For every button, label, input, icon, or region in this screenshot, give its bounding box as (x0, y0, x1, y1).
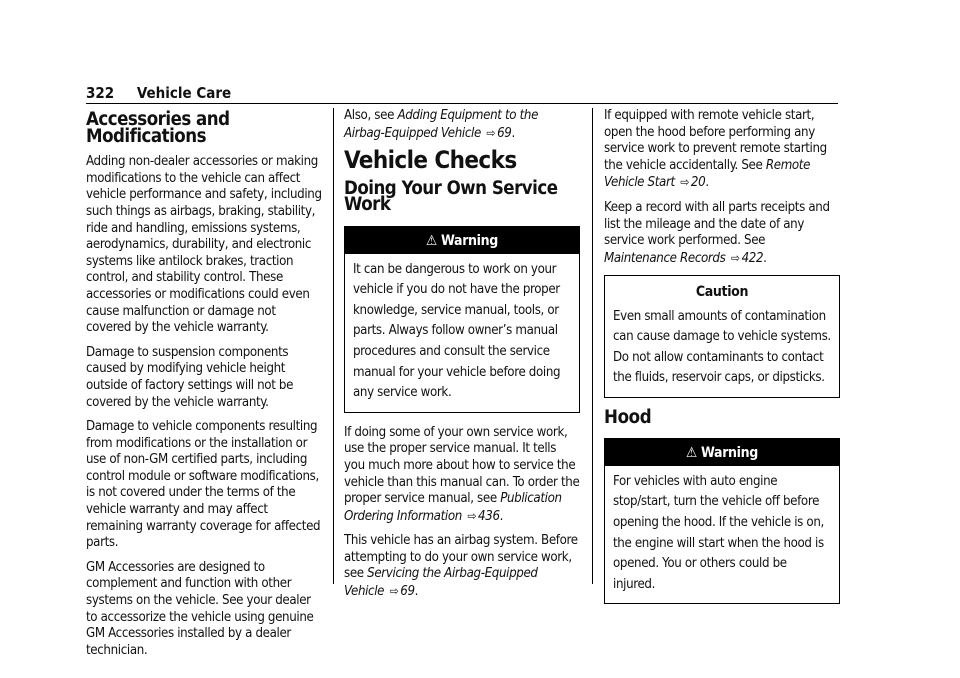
paragraph: Adding non-dealer accessories or making modifications to the vehicle can affect vehicle performance and safety, including such things as airbags, braking, stability, ride and handling, emissions systems, aerodynamics, durability, and electronic systems like antilock brakes, traction control, and stability control. These accessories or modifications could even cause malfunction or damage not covered by the vehicle warranty. (86, 154, 322, 336)
page-reference-number[interactable]: 436 (478, 508, 500, 524)
caution-box (604, 275, 840, 397)
warning-title: ⚠ Warning (345, 227, 579, 254)
cross-reference-link[interactable]: Servicing the Airbag-Equipped Vehicle (344, 566, 538, 600)
cross-reference-link[interactable]: Adding Equipment to the Airbag-Equipped Vehicle (344, 108, 539, 141)
paragraph: Damage to vehicle components resulting from modifications or the installation or use of non-GM certified parts, including control module or software modifications, is not covered under the terms of the vehicle warranty and may affect remaining warranty coverage for affected parts. (86, 419, 321, 551)
page-number: 322 (86, 84, 115, 102)
paragraph: Also, see Adding Equipment to the Airbag-Equipped Vehicle ⇨ 69. (344, 108, 539, 141)
paragraph: If equipped with remote vehicle start, open the hood before performing any service work to prevent remote starting the vehicle accidentally. See Remote Vehicle Start ⇨ 20. (604, 108, 827, 191)
hood-heading: Hood (604, 406, 652, 428)
warning-triangle-icon: ⚠ (686, 445, 697, 462)
page-reference-icon: ⇨ (486, 125, 496, 140)
column-3 (604, 108, 840, 616)
page-reference-number[interactable]: 20 (690, 175, 706, 191)
section-title: Vehicle Care (136, 84, 232, 102)
cross-reference-link[interactable]: Remote Vehicle Start (604, 157, 811, 191)
paragraph: If doing some of your own service work, use the proper service manual. It tells you much more about how to service the vehicle than this manual can. To order the proper service manual, see Publication Ordering Information ⇨ 436. (344, 424, 580, 524)
warning-text: For vehicles with auto engine stop/start, turn the vehicle off before opening the hood. If the vehicle is on, the engine will start when the hood is opened. You or others could be injured. (613, 473, 824, 592)
page-reference-number[interactable]: 69 (400, 584, 415, 600)
page-reference-icon: ⇨ (730, 250, 740, 265)
warning-triangle-icon: ⚠ (426, 232, 437, 249)
column-divider (333, 108, 334, 584)
caution-text: Even small amounts of contamination can cause damage to vehicle systems. Do not allow contaminants to contact the fluids, reservoir caps, or dipsticks. (613, 308, 831, 386)
paragraph: This vehicle has an airbag system. Before attempting to do your own service work, see Servicing the Airbag-Equipped Vehicle ⇨ 69. (344, 533, 578, 600)
column-divider (592, 108, 593, 584)
warning-title: ⚠ Warning (605, 439, 839, 466)
column-1 (86, 108, 324, 667)
vehicle-checks-heading: Vehicle Checks (344, 146, 517, 175)
paragraph: Keep a record with all parts receipts and list the mileage and the date of any service work performed. See Maintenance Records ⇨ 422. (604, 199, 830, 266)
accessories-heading: Accessories and Modifications (86, 109, 230, 147)
paragraph: Damage to suspension components caused by modifying vehicle height outside of factory settings will not be covered by the vehicle warranty. (86, 344, 294, 410)
cross-reference-link[interactable]: Publication Ordering Information (344, 491, 562, 524)
caution-title: Caution (695, 284, 749, 301)
header-divider (86, 103, 838, 104)
page-header (86, 84, 231, 102)
page-reference-icon: ⇨ (389, 584, 399, 599)
page-reference-icon: ⇨ (467, 508, 477, 523)
column-2 (344, 108, 580, 609)
warning-box (344, 226, 580, 413)
page-reference-icon: ⇨ (680, 175, 689, 190)
paragraph: GM Accessories are designed to complement and function with other systems on the vehicle. See your dealer to accessorize the vehicle using genuine GM Accessories installed by a dealer technician. (86, 559, 314, 658)
service-work-heading: Doing Your Own Service Work (344, 177, 558, 216)
warning-text: It can be dangerous to work on your vehicle if you do not have the proper knowledge, service manual, tools, or parts. Always follow owner’s manual procedures and consult the service manual for your vehicle before doing any service work. (353, 261, 561, 401)
page-reference-number[interactable]: 422 (741, 250, 764, 266)
page-reference-number[interactable]: 69 (497, 125, 512, 141)
cross-reference-link[interactable]: Maintenance Records (604, 250, 726, 266)
warning-box (604, 438, 840, 604)
